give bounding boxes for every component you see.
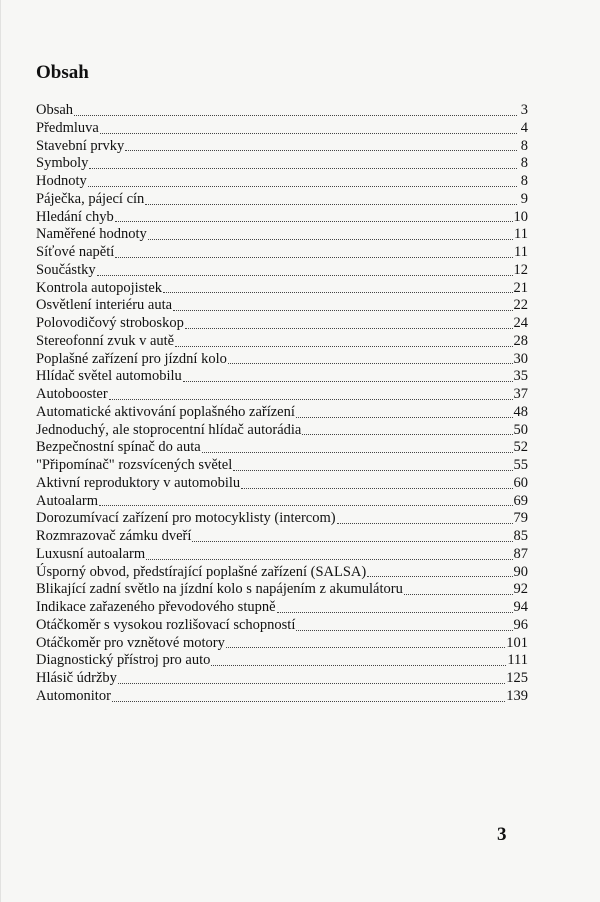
toc-entry: [36, 244, 528, 262]
toc-entry-page: 3: [520, 102, 528, 118]
toc-dot-leader: [337, 523, 513, 524]
toc-dot-leader: [302, 434, 512, 435]
toc-entry-page: 48: [513, 403, 528, 420]
toc-dot-leader: [367, 576, 512, 577]
toc-entry: [36, 528, 528, 546]
toc-entry: [36, 120, 528, 138]
toc-entry-page: 11: [514, 244, 528, 260]
toc-entry-page: 92: [513, 581, 528, 598]
toc-dot-leader: [100, 133, 517, 134]
toc-entry: [36, 422, 528, 440]
toc-entry-page: 125: [506, 670, 528, 686]
toc-entry: [36, 102, 528, 120]
toc-entry: [36, 368, 528, 386]
toc-dot-leader: [74, 115, 517, 116]
toc-entry-title: Dorozumívací zařízení pro motocyklisty (intercom): [36, 510, 336, 527]
toc-dot-leader: [163, 292, 512, 293]
toc-entry: [36, 386, 528, 404]
toc-entry: [36, 333, 528, 351]
toc-entry: [36, 493, 528, 511]
toc-entry-title: Jednoduchý, ale stoprocentní hlídač autorádia: [36, 421, 302, 438]
toc-dot-leader: [296, 417, 513, 418]
toc-entry: [36, 457, 528, 475]
toc-entry-title: Stavební prvky: [36, 137, 125, 154]
toc-entry-page: 79: [513, 510, 528, 527]
toc-entry-page: 8: [520, 155, 528, 172]
toc-entry-page: 30: [513, 350, 528, 367]
toc-entry-page: 94: [513, 599, 528, 615]
toc-entry-title: Automonitor: [36, 687, 111, 704]
toc-entry-title: Autoalarm: [36, 492, 99, 509]
toc-entry-title: Hledání chyb: [36, 208, 114, 225]
toc-entry-title: Hlídač světel automobilu: [36, 368, 182, 385]
toc-entry-title: Naměřené hodnoty: [36, 226, 147, 243]
toc-entry-page: 139: [506, 687, 528, 704]
toc-entry: [36, 351, 528, 369]
toc-entry-title: Symboly: [36, 155, 89, 172]
toc-dot-leader: [211, 665, 506, 666]
toc-entry-page: 69: [513, 492, 528, 509]
toc-entry-title: "Připomínač" rozsvícených světel: [36, 457, 233, 473]
toc-dot-leader: [146, 559, 512, 560]
toc-entry-page: 24: [513, 315, 528, 331]
toc-entry: [36, 297, 528, 315]
toc-dot-leader: [175, 346, 512, 347]
toc-dot-leader: [115, 221, 513, 222]
toc-entry-page: 52: [513, 439, 528, 456]
toc-dot-leader: [277, 612, 513, 613]
toc-entry-title: Otáčkoměr s vysokou rozlišovací schopností: [36, 616, 296, 633]
toc-entry-title: Hlásič údržby: [36, 670, 117, 686]
toc-entry-title: Diagnostický přístroj pro auto: [36, 652, 211, 669]
toc-entry-title: Síťové napětí: [36, 244, 115, 260]
page-title: Obsah: [36, 62, 89, 83]
toc-entry-title: Aktivní reproduktory v automobilu: [36, 474, 241, 491]
toc-entry-page: 37: [513, 386, 528, 402]
toc-entry-page: 85: [513, 528, 528, 544]
toc-entry-page: 55: [513, 457, 528, 473]
toc-entry-title: Otáčkoměr pro vznětové motory: [36, 634, 225, 651]
toc-dot-leader: [115, 257, 513, 258]
toc-entry-title: Indikace zařazeného převodového stupně: [36, 599, 276, 615]
toc-entry-page: 4: [520, 119, 528, 136]
toc-entry-title: Autobooster: [36, 386, 108, 402]
toc-entry: [36, 155, 528, 173]
toc-entry-title: Osvětlení interiéru auta: [36, 297, 173, 314]
toc-entry: [36, 209, 528, 227]
toc-entry: [36, 262, 528, 280]
toc-entry-page: 12: [513, 261, 528, 278]
toc-entry-page: 101: [506, 634, 528, 651]
toc-entry-page: 87: [513, 545, 528, 562]
toc-dot-leader: [202, 452, 513, 453]
toc-dot-leader: [99, 505, 512, 506]
toc-dot-leader: [241, 488, 512, 489]
toc-entry-page: 8: [520, 173, 528, 189]
toc-entry: [36, 439, 528, 457]
toc-entry-title: Bezpečnostní spínač do auta: [36, 439, 201, 456]
toc-dot-leader: [173, 310, 512, 311]
toc-dot-leader: [89, 168, 517, 169]
toc-entry: [36, 191, 528, 209]
toc-entry-page: 28: [513, 332, 528, 349]
toc-dot-leader: [118, 683, 505, 684]
toc-entry: [36, 475, 528, 493]
toc-entry-title: Páječka, pájecí cín: [36, 190, 145, 207]
toc-entry-title: Stereofonní zvuk v autě: [36, 332, 175, 349]
toc-dot-leader: [404, 594, 513, 595]
toc-entry-title: Rozmrazovač zámku dveří: [36, 528, 192, 544]
toc-entry-page: 50: [513, 421, 528, 438]
toc-dot-leader: [185, 328, 513, 329]
toc-entry-title: Kontrola autopojistek: [36, 279, 163, 296]
toc-dot-leader: [97, 275, 513, 276]
toc-entry-title: Součástky: [36, 261, 96, 278]
toc-dot-leader: [112, 701, 505, 702]
toc-entry-page: 10: [513, 208, 528, 225]
page-number: 3: [497, 824, 507, 845]
toc-entry-title: Hodnoty: [36, 173, 87, 189]
toc-entry-page: 35: [513, 368, 528, 385]
toc-entry: [36, 599, 528, 617]
toc-entry: [36, 564, 528, 582]
toc-dot-leader: [125, 150, 517, 151]
toc-entry: [36, 226, 528, 244]
toc-entry-title: Poplašné zařízení pro jízdní kolo: [36, 350, 227, 367]
toc-entry-page: 60: [513, 474, 528, 491]
toc-dot-leader: [88, 186, 517, 187]
toc-entry-title: Obsah: [36, 102, 74, 118]
toc-entry-title: Luxusní autoalarm: [36, 545, 146, 562]
toc-entry: [36, 510, 528, 528]
toc-dot-leader: [145, 204, 517, 205]
toc-entry-page: 111: [507, 652, 528, 669]
toc-dot-leader: [183, 381, 513, 382]
toc-dot-leader: [148, 239, 513, 240]
toc-entry: [36, 138, 528, 156]
toc-entry-title: Automatické aktivování poplašného zařízení: [36, 403, 295, 420]
toc-dot-leader: [192, 541, 512, 542]
toc-entry: [36, 617, 528, 635]
toc-entry-page: 11: [514, 226, 528, 243]
toc-entry-page: 9: [520, 190, 528, 207]
toc-dot-leader: [233, 470, 512, 471]
toc-entry-title: Úsporný obvod, předstírající poplašné zařízení (SALSA): [36, 563, 367, 580]
toc-dot-leader: [228, 363, 513, 364]
toc-dot-leader: [109, 399, 513, 400]
toc-entry: [36, 652, 528, 670]
toc-entry-title: Polovodičový stroboskop: [36, 315, 184, 331]
toc-entry: [36, 173, 528, 191]
toc-entry: [36, 635, 528, 653]
table-of-contents: [36, 102, 528, 706]
toc-dot-leader: [226, 647, 505, 648]
toc-entry: [36, 546, 528, 564]
toc-entry: [36, 404, 528, 422]
toc-entry: [36, 670, 528, 688]
toc-entry-title: Blikající zadní světlo na jízdní kolo s napájením z akumulátoru: [36, 581, 403, 598]
toc-entry: [36, 315, 528, 333]
toc-entry-page: 22: [513, 297, 528, 314]
toc-dot-leader: [296, 630, 512, 631]
toc-entry-page: 8: [520, 137, 528, 154]
toc-entry-page: 21: [513, 279, 528, 296]
toc-entry: [36, 581, 528, 599]
toc-entry: [36, 280, 528, 298]
toc-entry: [36, 688, 528, 706]
toc-entry-page: 90: [513, 563, 528, 580]
toc-entry-title: Předmluva: [36, 119, 99, 136]
toc-entry-page: 96: [513, 616, 528, 633]
